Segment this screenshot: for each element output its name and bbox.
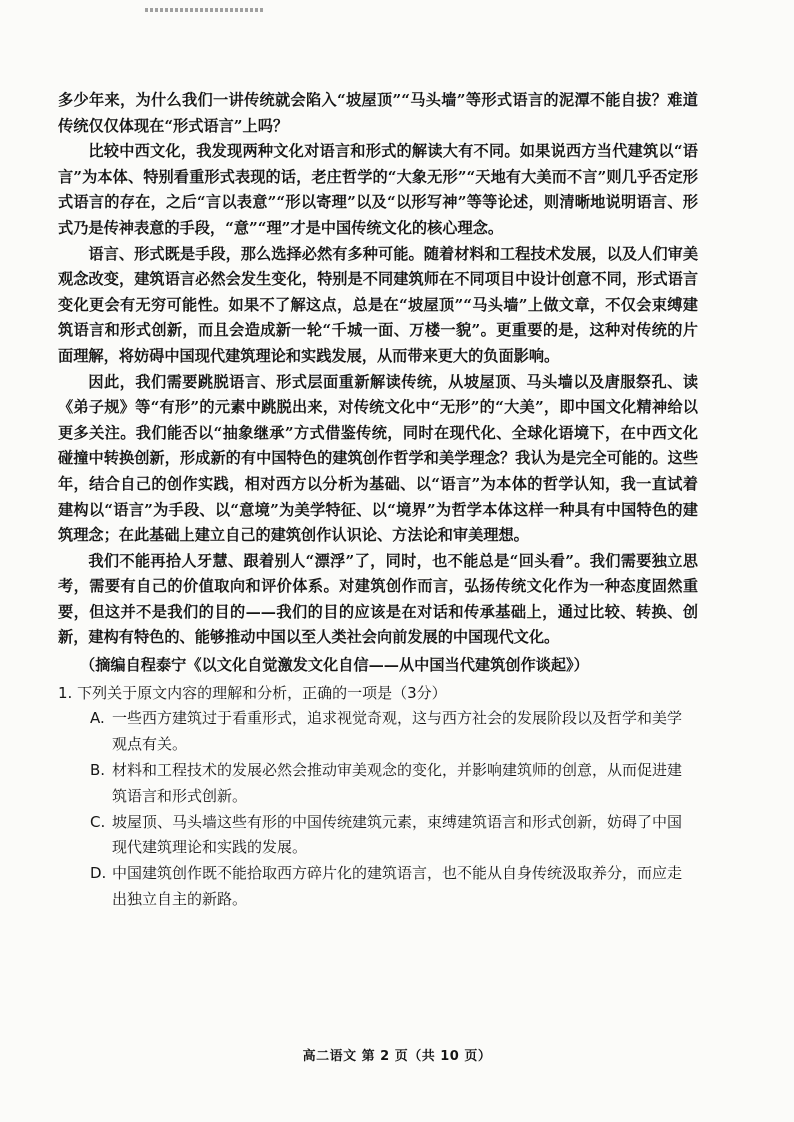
option-c	[90, 810, 698, 862]
option-a	[90, 706, 698, 758]
option-text: 一些西方建筑过于看重形式，追求视觉奇观，这与西方社会的发展阶段以及哲学和美学观点有关。	[112, 709, 683, 754]
paragraph: 比较中西文化，我发现两种文化对语言和形式的解读大有不同。如果说西方当代建筑以“语言”为本体、特别看重形式表现的话，老庄哲学的“大象无形”“天地有大美而不言”则几乎否定形式语言的存在，之后“言以表意”“形以寄理”以及“以形写神”等等论述，则清晰地说明语言、形式乃是传神表意的手段，“意”“理”才是中国传统文化的核心理念。	[58, 142, 698, 237]
answer-options	[58, 706, 698, 912]
option-letter: B.	[90, 761, 106, 780]
option-text: 中国建筑创作既不能拾取西方碎片化的建筑语言，也不能从自身传统汲取养分，而应走出独立自主的新路。	[112, 864, 683, 909]
paragraph: 我们不能再拾人牙慧、跟着别人“漂浮”了，同时，也不能总是“回头看”。我们需要独立思考，需要有自己的价值取向和评价体系。对建筑创作而言，弘扬传统文化作为一种态度固然重要，但这并不是我们的目的——我们的目的应该是在对话和传承基础上，通过比较、转换、创新，建构有特色的、能够推动中国以至人类社会向前发展的中国现代文化。	[58, 551, 698, 647]
option-d	[90, 861, 698, 913]
paragraph: 因此，我们需要跳脱语言、形式层面重新解读传统，从坡屋顶、马头墙以及唐服祭孔、读《弟子规》等“有形”的元素中跳脱出来，对传统文化中“无形”的“大美”，即中国文化精神给以更多关注。我们能否以“抽象继承”方式借鉴传统，同时在现代化、全球化语境下，在中西文化碰撞中转换创新，形成新的有中国特色的建筑创作哲学和美学理念？我认为是完全可能的。这些年，结合自己的创作实践，相对西方以分析为基础、以“语言”为本体的哲学认知，我一直试着建构以“语言”为手段、以“意境”为美学特征、以“境界”为哲学本体这样一种具有中国特色的建筑理念；在此基础上建立自己的建筑创作认识论、方法论和审美理想。	[58, 372, 698, 545]
source-citation: （摘编自程泰宁《以文化自觉激发文化自信——从中国当代建筑创作谈起》）	[80, 656, 589, 675]
paragraph-continued: 多少年来，为什么我们一讲传统就会陷入“坡屋顶”“马头墙”等形式语言的泥潭不能自拔？难道传统仅仅体现在“形式语言”上吗？	[58, 91, 698, 135]
option-b	[90, 758, 698, 810]
document-page	[58, 88, 698, 913]
option-letter: A.	[90, 709, 105, 728]
option-letter: D.	[90, 864, 107, 883]
question-1	[58, 681, 698, 913]
option-letter: C.	[90, 812, 106, 831]
option-text: 材料和工程技术的发展必然会推动审美观念的变化，并影响建筑师的创意，从而促进建筑语言和形式创新。	[112, 761, 683, 805]
option-text: 坡屋顶、马头墙这些有形的中国传统建筑元素，束缚建筑语言和形式创新，妨碍了中国现代建筑理论和实践的发展。	[112, 812, 683, 857]
page-footer: 高二语文 第 2 页（共 10 页）	[302, 1049, 492, 1064]
scan-mark	[145, 8, 265, 12]
paragraph: 语言、形式既是手段，那么选择必然有多种可能。随着材料和工程技术发展，以及人们审美观念改变，建筑语言必然会发生变化，特别是不同建筑师在不同项目中设计创意不同，形式语言变化更会有无穷可能性。如果不了解这点，总是在“坡屋顶”“马头墙”上做文章，不仅会束缚建筑语言和形式创新，而且会造成新一轮“千城一面、万楼一貌”。更重要的是，这种对传统的片面理解，将妨碍中国现代建筑理论和实践发展，从而带来更大的负面影响。	[58, 244, 698, 365]
question-stem: 1. 下列关于原文内容的理解和分析，正确的一项是（3分）	[58, 683, 447, 702]
